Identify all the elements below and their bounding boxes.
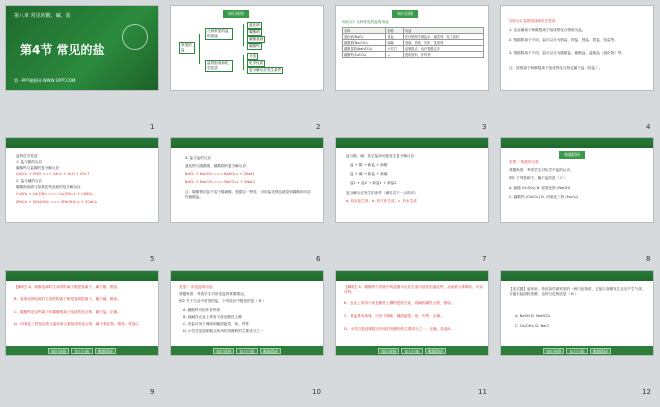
equation: BaCl₂ + Na₂SO₄ === BaSO₄↓ + 2NaCl xyxy=(185,172,255,176)
slide-10[interactable] xyxy=(170,270,324,356)
mindmap-leaf: 分类 xyxy=(249,54,257,58)
equation: 2FeCl₃ + 3Ca(OH)₂ === 2Fe(OH)₃↓ + 3CaCl₂ xyxy=(16,200,98,204)
nav-button-typical-questions[interactable]: 典题精研 xyxy=(425,348,446,354)
molecule-decoration xyxy=(122,24,148,50)
slide-number: 2 xyxy=(316,123,321,131)
nav-button-typical-questions[interactable]: 典题精研 xyxy=(95,348,116,354)
salt-uses-table xyxy=(342,27,484,58)
text-line: 盐的化学性质： xyxy=(16,154,42,158)
slide-4[interactable] xyxy=(500,5,654,91)
nav-button-knowledge-review[interactable]: 知识回顾 xyxy=(236,348,257,354)
slide-number: 5 xyxy=(150,255,155,263)
answer-option: C. Ca(OH)₂ D. NaCl xyxy=(515,324,549,328)
analysis-text: 【解析】A、硫酸电离时生成的阳离子都是氢离子，属于酸，错误。 xyxy=(14,285,121,289)
slide-header-bar xyxy=(171,138,323,148)
condition-text: a. 有沉淀生成；b. 有气体生成；c. 有水生成 xyxy=(346,199,417,203)
equation: BaCl₂ + Na₂CO₃ === BaCO₃↓ + 2NaCl xyxy=(185,180,255,184)
answer-option: D. 小苏打是焙制糕点所用的发酵粉的主要成分之一 xyxy=(183,329,264,333)
nav-bar xyxy=(336,346,488,355)
nav-bar xyxy=(6,346,158,355)
slide-number: 4 xyxy=(646,123,651,131)
slide-11[interactable] xyxy=(335,270,489,356)
table-row: 氯化钠(NaCl) 食盐 医疗配制生理盐水、融雪剂、化工原料 xyxy=(343,34,484,40)
analysis-text: 【解析】A、碳酸钙与胃液中的盐酸可反应生成可溶性的氯化钙，从而被人体吸收，可以补钙。 xyxy=(344,285,484,295)
slide-6[interactable] xyxy=(170,137,324,223)
connector xyxy=(199,34,200,64)
text-line: 碳酸钙与盐酸的复分解反应： xyxy=(16,166,63,170)
mindmap-root: 常见的盐 xyxy=(179,42,195,54)
slide-header-bar xyxy=(336,138,488,148)
slide-number: 6 xyxy=(316,255,321,263)
equation: CaCO₃ + 2HCl === CaCl₂ + H₂O + CO₂↑ xyxy=(16,172,90,176)
note-text: 注：碳酸钡沉淀不溶于稀硝酸，根据这一特性，可用盐化钡溶液鉴别碳酸和可溶性硫酸盐。 xyxy=(185,190,311,200)
analysis-text: B、氢氧化钠电离时生成的阴离子都是氢氧根离子，属于碱，错误。 xyxy=(14,297,121,301)
question-text: 【变式题】厨房里，传说条件最常见的一种白色物质，它能与食醋发生反应产生气体，又能引起面粉发酵，这种白色物质是（ B ） xyxy=(509,287,646,297)
nav-button-knowledge-review[interactable]: 知识回顾 xyxy=(71,348,92,354)
text-line: 命题角度：考查学生对化学中盐的认识。 xyxy=(509,168,574,172)
answer-option: A. 碳酸钙可用作补钙剂 xyxy=(183,308,221,312)
nav-bar xyxy=(501,346,653,355)
slide-header-bar xyxy=(171,271,323,281)
analysis-text: D、四氧化三铁是由铁元素和氧元素组成的化合物，属于氧化物，错误。故选C。 xyxy=(14,322,142,326)
answer-option: C. 食盐可用于调味和腌渍蔬菜、鱼、肉等 xyxy=(183,322,249,326)
slide-number: 7 xyxy=(482,255,487,263)
reaction-rule: 盐 + 碱 → 新盐 + 新碱 xyxy=(350,172,388,176)
text-line: 1. 盐与酸的反应 xyxy=(16,160,43,164)
slide-1[interactable] xyxy=(5,5,159,91)
slide-header-bar xyxy=(336,271,488,281)
mindmap-leaf: 碳酸钠 xyxy=(249,30,260,34)
table-row: 名称 俗称 用途 xyxy=(343,28,484,34)
text-line: 3. 盐与盐的反应 xyxy=(185,156,212,160)
analysis-text: B、农业上常用于改良酸性土壤的是熟石灰，纯碱的碱性太强，错误。 xyxy=(344,301,455,305)
nav-button-knowledge-review[interactable]: 知识回顾 xyxy=(401,348,422,354)
mindmap-leaf: 复分解反应发生条件 xyxy=(249,68,282,72)
slide-3[interactable] xyxy=(335,5,489,91)
chapter-caption: 第八章 常见的酸、碱、盐 xyxy=(14,13,71,19)
slide-2[interactable] xyxy=(170,5,324,91)
mindmap-leaf: 碳酸钙 xyxy=(249,44,260,48)
slide-7[interactable] xyxy=(335,137,489,223)
mindmap-branch: 盐的组成和化学性质 xyxy=(205,60,233,72)
slide-header-bar xyxy=(501,138,653,148)
text-line: 盐与酸、碱、其它盐间可能发生复分解反应： xyxy=(346,154,418,158)
section-tag: 知识回顾 xyxy=(392,10,418,18)
knowledge-heading: 知识点1 几种常见的盐的用途 xyxy=(342,20,389,24)
mindmap-leaf: 碳酸氢钠 xyxy=(249,37,264,41)
slide-number: 11 xyxy=(478,388,487,396)
slide-number: 9 xyxy=(150,388,155,396)
nav-button-knowledge-network[interactable]: 知识网络 xyxy=(213,348,234,354)
reaction-rule: 盐1 + 盐2 → 新盐1 + 新盐2 xyxy=(350,181,397,185)
slide-header-bar xyxy=(501,271,653,281)
text-line: 命题角度：考查学生对常见盐的掌握情况。 xyxy=(179,292,248,296)
slide-9[interactable] xyxy=(5,270,159,356)
nav-button-typical-questions[interactable]: 典题精研 xyxy=(590,348,611,354)
analysis-text: D、小苏打是焙制糕点所用的发酵粉的主要成分之一，正确。故选B。 xyxy=(344,327,454,331)
slide-number: 1 xyxy=(150,123,155,131)
text-line: 复分解反应发生的条件（满足以下一点即可） xyxy=(346,191,418,195)
mindmap-branch: 几种常见的盐的用途 xyxy=(205,28,233,40)
text-line: 2. 根据阳离子不同，盐可以分为钠盐、钾盐、镁盐、铁盐、铵盐等。 xyxy=(509,38,618,42)
section-tag: 知识网络 xyxy=(223,10,249,18)
slide-header-bar xyxy=(6,271,158,281)
question-type: 类型一 物质的分类 xyxy=(509,160,539,164)
slide-number: 3 xyxy=(482,123,487,131)
mindmap-leaf: 化学性质 xyxy=(249,61,264,65)
slide-header-bar xyxy=(6,138,158,148)
table-row: 碳酸钠(Na₂CO₃) 纯碱 玻璃、造纸、纺织、洗涤剂 xyxy=(343,40,484,46)
section-tag: 典题精研 xyxy=(559,151,585,159)
nav-button-knowledge-network[interactable]: 知识网络 xyxy=(48,348,69,354)
nav-bar xyxy=(171,346,323,355)
slide-8[interactable] xyxy=(500,137,654,223)
text-line: 碳酸钠溶液与氢氧化钙溶液的复分解反应： xyxy=(16,185,85,189)
source-text: 第一PPT模板网-WWW.1PPT.COM xyxy=(14,78,76,83)
slide-number: 12 xyxy=(642,388,651,396)
equation: CuSO₄ + Ca(OH)₂ === Cu(OH)₂↓ + CaSO₄ xyxy=(16,192,93,196)
text-line: 氯化钡与硫酸钠、碳酸钠的复分解反应： xyxy=(185,164,250,168)
question-text: 例2 关于生活中常见的盐，下列说法中错误的是（ B ） xyxy=(179,299,267,303)
connector xyxy=(243,55,244,70)
question-text: 例1 下列物质中，属于盐的是（ C ） xyxy=(509,176,568,180)
slide-12[interactable] xyxy=(500,270,654,356)
table-row: 碳酸钙(CaCO₃) — 建筑材料、补钙剂 xyxy=(343,52,484,58)
slide-title: 第4节 常见的盐 xyxy=(20,43,105,57)
text-line: 注：铵根离子和酸根离子组成的化合物也属于盐（铵盐）。 xyxy=(509,66,603,70)
table-row: 碳酸氢钠(NaHCO₃) 小苏打 焙制糕点、治疗胃酸过多 xyxy=(343,46,484,52)
nav-button-typical-questions[interactable]: 典题精研 xyxy=(260,348,281,354)
mindmap-leaf: 氯化钠 xyxy=(249,23,260,27)
answer-option: A. NaOH B. NaHCO₃ xyxy=(515,314,551,318)
text-line: 2. 盐与碱的反应 xyxy=(16,179,43,183)
question-type: 类型二 常见盐的用途 xyxy=(179,285,213,289)
text-line: 1. 由金属离子和酸根离子组成的化合物称为盐。 xyxy=(509,28,586,32)
analysis-text: C、食盐具有咸味，可用于调味、腌渍蔬菜、鱼、肉等，正确。 xyxy=(344,314,444,318)
nav-button-knowledge-network[interactable]: 知识网络 xyxy=(378,348,399,354)
text-line: 3. 根据阴离子不同，盐可以分为碳酸盐、硫酸盐、盐酸盐（氯化物）等。 xyxy=(509,51,625,55)
answer-option: B. 纯碱在农业上常用于改良酸性土壤 xyxy=(183,315,242,319)
reaction-rule: 盐 + 酸 → 新盐 + 新酸 xyxy=(350,163,388,167)
nav-button-knowledge-network[interactable]: 知识网络 xyxy=(543,348,564,354)
slide-number: 10 xyxy=(312,388,321,396)
answer-option: A. 硫酸 (H₂SO₄) B. 氢氧化钠 (NaOH) xyxy=(509,186,571,190)
slide-5[interactable] xyxy=(5,137,159,223)
knowledge-heading: 知识点2 盐的组成和化学性质 xyxy=(509,19,556,23)
slide-number: 8 xyxy=(646,255,651,263)
connector xyxy=(243,24,244,46)
analysis-text: C、碳酸钙是由钙离子和碳酸根离子组成的化合物，属于盐，正确。 xyxy=(14,310,121,314)
nav-button-knowledge-review[interactable]: 知识回顾 xyxy=(566,348,587,354)
answer-option: C. 碳酸钙 (CaCO₃) D. 四氧化三铁 (Fe₃O₄) xyxy=(509,195,578,199)
